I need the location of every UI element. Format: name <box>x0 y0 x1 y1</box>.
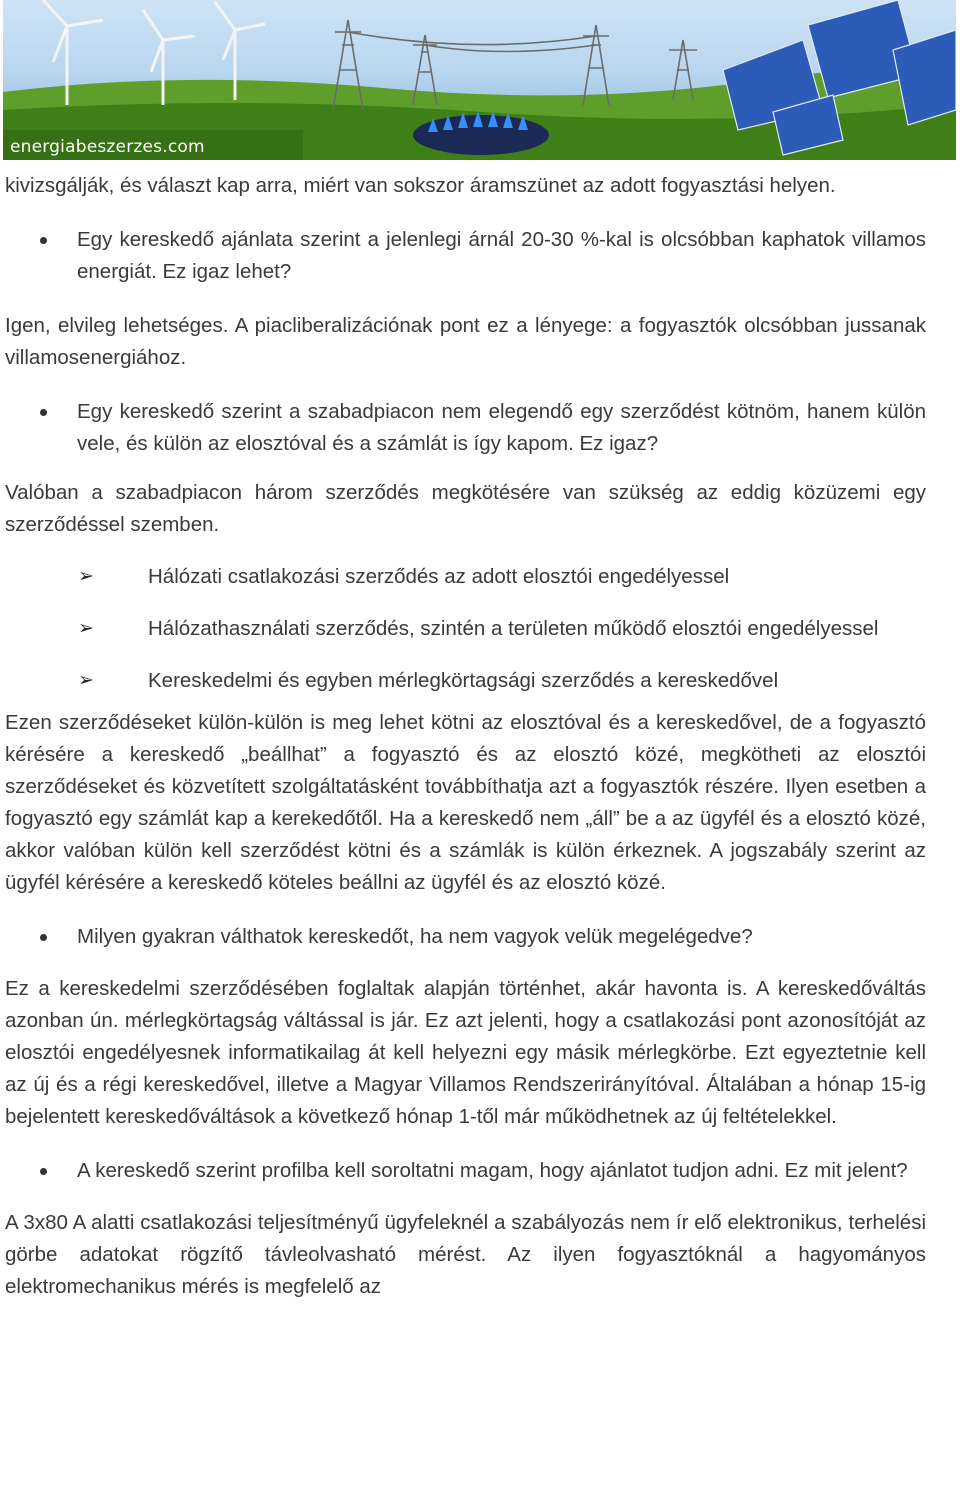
arrow-list-item <box>0 561 926 593</box>
paragraph: kivizsgálják, és választ kap arra, miért van sokszor áramszünet az adott fogyasztási helyen. <box>5 174 836 197</box>
document-body <box>0 170 960 1303</box>
arrow-list-item <box>0 665 926 697</box>
bullet-question <box>0 396 926 460</box>
question-text: Egy kereskedő szerint a szabadpiacon nem elegendő egy szerződést kötnöm, hanem külön vele, és külön az elosztóval és a számlát is így kapom. Ez igaz? <box>77 400 926 455</box>
question-text: Milyen gyakran válthatok kereskedőt, ha nem vagyok velük megelégedve? <box>77 925 753 948</box>
answer-paragraph: Ezen szerződéseket külön-külön is meg lehet kötni az elosztóval és a kereskedővel, de a fogyasztó kérésére a kereskedő „beállhat” a fogyasztó és az elosztó közé, megkötheti az elosztói szerződéseket és közvetített szolgáltatásként továbbíthatja azt a fogyasztók részére. Ilyen esetben a fogyasztó egy számlát kap a kerekedőtől. Ha a kereskedő nem „áll” be a az ügyfél és a elosztó közé, akkor valóban külön kell szerződést kötni és a számlák is külön érkeznek. A jogszabály szerint az ügyfél kérésére a kereskedő köteles beállni az ügyfél és az elosztó közé. <box>5 711 926 894</box>
bullet-icon <box>40 934 47 941</box>
answer-paragraph: Ez a kereskedelmi szerződésében foglaltak alapján történhet, akár havonta is. A kereskedőváltás azonban ún. mérlegkörtagság váltással is jár. Ez azt jelenti, hogy a csatlakozási pont azonosítóját az elosztói engedélyesnek informatikailag át kell helyezni egy másik mérlegkörbe. Ezt egyeztetnie kell az új és a régi kereskedővel, illetve a Magyar Villamos Rendszerirányítóval. Általában a hónap 15-ig bejelentett kereskedőváltások a következő hónap 1-től már működhetnek az új feltételekkel. <box>5 977 926 1128</box>
list-item-text: Hálózati csatlakozási szerződés az adott elosztói engedélyessel <box>148 565 730 588</box>
question-text: Egy kereskedő ajánlata szerint a jelenlegi árnál 20-30 %-kal is olcsóbban kaphatok villamos energiát. Ez igaz lehet? <box>77 228 926 283</box>
bullet-question <box>0 921 926 953</box>
banner-illustration <box>3 0 956 160</box>
list-item-text: Kereskedelmi és egyben mérlegkörtagsági szerződés a kereskedővel <box>148 669 779 692</box>
arrow-bullet-icon: ➢ <box>78 670 94 691</box>
answer-paragraph: Valóban a szabadpiacon három szerződés megkötésére van szükség az eddig közüzemi egy szerződéssel szemben. <box>5 481 926 536</box>
arrow-bullet-icon: ➢ <box>78 566 94 587</box>
bullet-icon <box>40 237 47 244</box>
question-text: A kereskedő szerint profilba kell soroltatni magam, hogy ajánlatot tudjon adni. Ez mit jelent? <box>77 1159 908 1182</box>
site-name: energiabeszerzes.com <box>10 137 205 157</box>
answer-paragraph: A 3x80 A alatti csatlakozási teljesítményű ügyfeleknél a szabályozás nem ír elő elektronikus, terhelési görbe adatokat rögzítő távleolvasható mérést. Az ilyen fogyasztóknál a hagyományos elektromechanikus mérés is megfelelő az <box>5 1211 926 1298</box>
bullet-question <box>0 1155 926 1187</box>
bullet-question <box>0 224 926 288</box>
answer-paragraph: Igen, elvileg lehetséges. A piacliberalizációnak pont ez a lényege: a fogyasztók olcsóbban jussanak villamosenergiához. <box>5 314 926 369</box>
arrow-list-item <box>0 613 926 645</box>
bullet-icon <box>40 1168 47 1175</box>
header-banner <box>3 0 956 160</box>
bullet-icon <box>40 409 47 416</box>
list-item-text: Hálózathasználati szerződés, szintén a területen működő elosztói engedélyessel <box>148 617 879 640</box>
arrow-bullet-icon: ➢ <box>78 618 94 639</box>
